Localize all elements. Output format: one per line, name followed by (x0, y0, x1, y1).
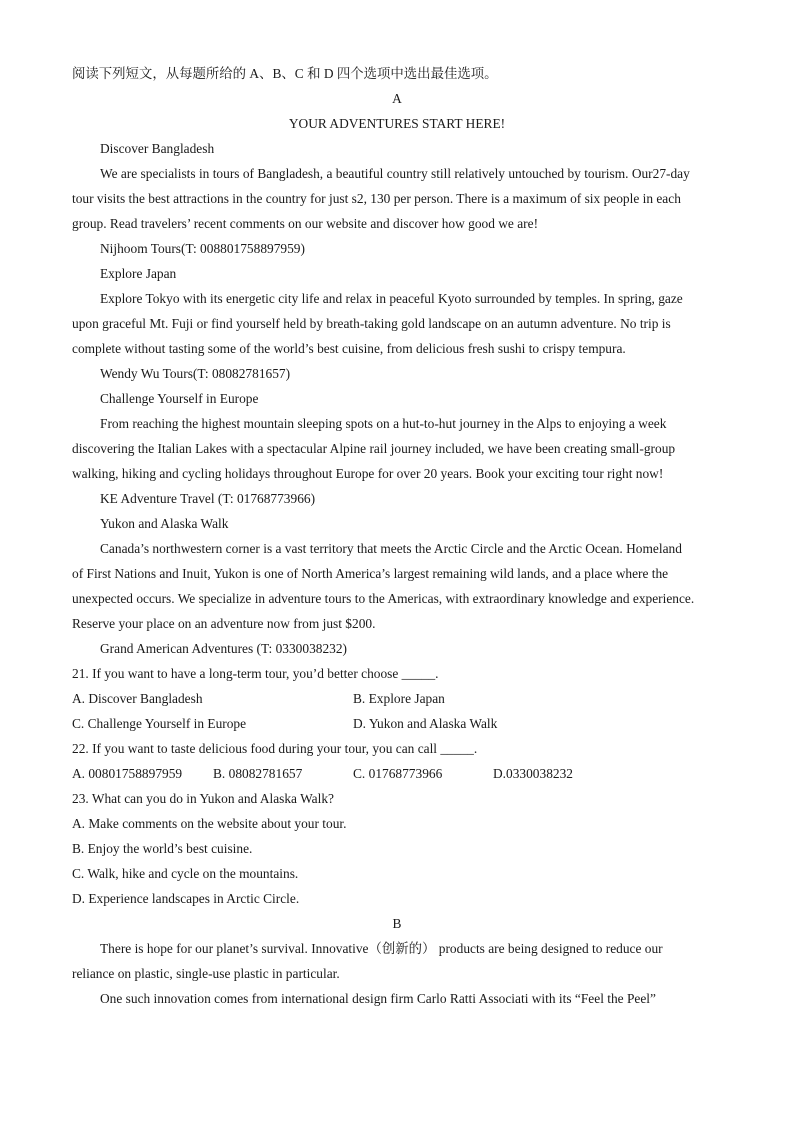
ad-body-line: discovering the Italian Lakes with a spectacular Alpine rail journey included, we have been creating small-group (72, 441, 676, 456)
passage-a-title: YOUR ADVENTURES START HERE! (288, 116, 506, 131)
ad-body-line: We are specialists in tours of Bangladesh, a beautiful country still relatively untouched by tourism. Our27-day (100, 166, 690, 181)
ad-heading-yukon: Yukon and Alaska Walk (100, 516, 229, 531)
question-22-option-b: B. 08082781657 (213, 766, 303, 781)
question-21-option-d: D. Yukon and Alaska Walk (353, 716, 498, 731)
ad-contact-wendy-wu: Wendy Wu Tours(T: 08082781657) (100, 366, 291, 381)
ad-body-line: From reaching the highest mountain sleeping spots on a hut-to-hut journey in the Alps to enjoying a week (100, 416, 667, 431)
ad-heading-japan: Explore Japan (100, 266, 177, 281)
passage-b-line: One such innovation comes from international design firm Carlo Ratti Associati with its “Feel the Peel” (100, 991, 656, 1006)
ad-body-line: walking, hiking and cycling holidays throughout Europe for over 20 years. Book your exciting tour right now! (72, 466, 664, 481)
ad-contact-grand-american: Grand American Adventures (T: 0330038232) (100, 641, 347, 656)
ad-contact-ke-adventure: KE Adventure Travel (T: 01768773966) (100, 491, 316, 506)
ad-body-line: upon graceful Mt. Fuji or find yourself held by breath-taking gold landscape on an autumn adventure. No trip is (72, 316, 671, 331)
question-22-option-c: C. 01768773966 (353, 766, 443, 781)
ad-body-line: complete without tasting some of the world’s best cuisine, from delicious fresh sushi to crispy tempura. (72, 341, 626, 356)
question-21-option-b: B. Explore Japan (353, 691, 445, 706)
question-23-option-c: C. Walk, hike and cycle on the mountains. (72, 866, 299, 881)
ad-body-line: Explore Tokyo with its energetic city life and relax in peaceful Kyoto surrounded by temples. In spring, gaze (100, 291, 683, 306)
ad-body-line: tour visits the best attractions in the country for just s2, 130 per person. There is a maximum of six people in each (72, 191, 681, 206)
passage-a-label: A (392, 91, 402, 106)
question-23-stem: 23. What can you do in Yukon and Alaska Walk? (72, 791, 334, 806)
question-22-option-a: A. 00801758897959 (72, 766, 183, 781)
ad-heading-bangladesh: Discover Bangladesh (100, 141, 215, 156)
question-21-option-a: A. Discover Bangladesh (72, 691, 203, 706)
ad-body-line: unexpected occurs. We specialize in adventure tours to the Americas, with extraordinary knowledge and experience. (72, 591, 695, 606)
ad-body-line: Reserve your place on an adventure now from just $200. (72, 616, 376, 631)
ad-body-line: group. Read travelers’ recent comments on our website and discover how good we are! (72, 216, 539, 231)
ad-contact-nijhoom: Nijhoom Tours(T: 008801758897959) (100, 241, 305, 256)
passage-b-line: There is hope for our planet’s survival. Innovative（创新的） products are being designed to reduce our (100, 941, 663, 956)
question-22-option-d: D.0330038232 (493, 766, 573, 781)
question-23-option-b: B. Enjoy the world’s best cuisine. (72, 841, 253, 856)
ad-body-line: Canada’s northwestern corner is a vast territory that meets the Arctic Circle and the Arctic Ocean. Homeland (100, 541, 682, 556)
ad-heading-europe: Challenge Yourself in Europe (100, 391, 259, 406)
question-23-option-a: A. Make comments on the website about your tour. (72, 816, 347, 831)
question-22-stem: 22. If you want to taste delicious food during your tour, you can call _____. (72, 741, 478, 756)
passage-b-label: B (392, 916, 402, 931)
ad-body-line: of First Nations and Inuit, Yukon is one of North America’s largest remaining wild lands, and a place where the (72, 566, 669, 581)
passage-b-line: reliance on plastic, single-use plastic in particular. (72, 966, 340, 981)
question-21-option-c: C. Challenge Yourself in Europe (72, 716, 247, 731)
instructions: 阅读下列短文，从每题所给的 A、B、C 和 D 四个选项中选出最佳选项。 (72, 66, 498, 81)
question-21-stem: 21. If you want to have a long-term tour, you’d better choose _____. (72, 666, 439, 681)
question-23-option-d: D. Experience landscapes in Arctic Circle. (72, 891, 300, 906)
